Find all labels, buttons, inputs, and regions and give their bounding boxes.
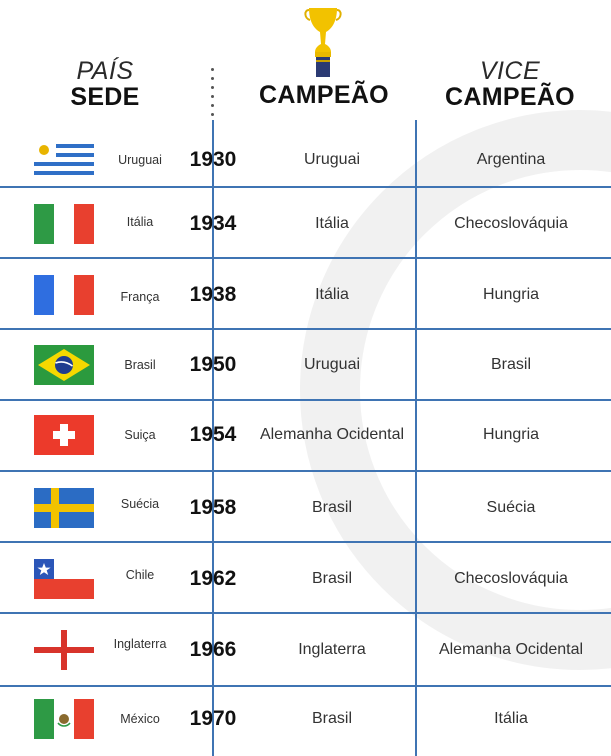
champion: Brasil (311, 569, 352, 587)
runner-up: Suécia (486, 498, 536, 516)
england-flag-icon (34, 630, 94, 670)
table-row (0, 330, 611, 400)
runner-up: Itália (494, 709, 528, 727)
host-country: França (120, 290, 160, 304)
year: 1966 (189, 638, 237, 661)
table-row (0, 120, 611, 188)
champion: Alemanha Ocidental (259, 425, 405, 443)
host-country: Uruguai (118, 153, 162, 167)
table-row (0, 401, 611, 471)
chile-flag-icon (34, 559, 94, 599)
host-header-line1: PAÍS (76, 57, 134, 85)
host-country: Brasil (124, 358, 156, 372)
trophy-icon (303, 4, 343, 78)
year: 1954 (189, 423, 237, 446)
year: 1970 (189, 707, 237, 730)
france-flag-icon (34, 275, 94, 315)
header-dotted-divider (211, 68, 215, 112)
runner-up: Checoslováquia (454, 569, 568, 587)
year: 1930 (189, 148, 237, 171)
host-country: Itália (126, 215, 154, 229)
host-country: Suécia (120, 497, 160, 511)
champion: Brasil (311, 498, 352, 516)
year: 1950 (189, 353, 237, 376)
champion: Inglaterra (298, 640, 366, 658)
uruguay-flag-icon (34, 140, 94, 180)
table-header (0, 0, 611, 120)
host-country-header (45, 58, 165, 111)
runner-up: Hungria (482, 425, 540, 443)
champion-header (248, 82, 400, 108)
runner-up: Hungria (482, 285, 540, 303)
table-row (0, 188, 611, 258)
champion: Brasil (311, 709, 352, 727)
table-row (0, 614, 611, 686)
host-country: Suiça (124, 428, 156, 442)
champion: Uruguai (303, 150, 361, 168)
year: 1962 (189, 567, 237, 590)
italy-flag-icon (34, 204, 94, 244)
year: 1958 (189, 496, 237, 519)
switzerland-flag-icon (34, 415, 94, 455)
champion-header-label: CAMPEÃO (259, 81, 389, 109)
runner-up: Argentina (476, 150, 546, 168)
champion: Uruguai (303, 355, 361, 373)
results-table (0, 120, 611, 756)
mexico-flag-icon (34, 699, 94, 739)
table-row (0, 543, 611, 613)
runner-up-header-line1: VICE (479, 57, 541, 85)
host-country: Chile (125, 568, 155, 582)
champion: Itália (315, 285, 349, 303)
host-country: Inglaterra (113, 637, 167, 651)
table-row (0, 687, 611, 756)
runner-up: Checoslováquia (454, 214, 568, 232)
year: 1934 (189, 212, 237, 235)
host-header-line2: SEDE (70, 83, 140, 112)
runner-up: Brasil (490, 355, 531, 373)
runner-up-header-line2: CAMPEÃO (445, 83, 575, 112)
champion: Itália (315, 214, 349, 232)
table-row (0, 472, 611, 542)
runner-up: Alemanha Ocidental (438, 640, 584, 658)
brazil-flag-icon (34, 345, 94, 385)
runner-up-header (430, 58, 590, 111)
host-country: México (120, 712, 160, 726)
sweden-flag-icon (34, 488, 94, 528)
table-row (0, 259, 611, 329)
year: 1938 (189, 283, 237, 306)
